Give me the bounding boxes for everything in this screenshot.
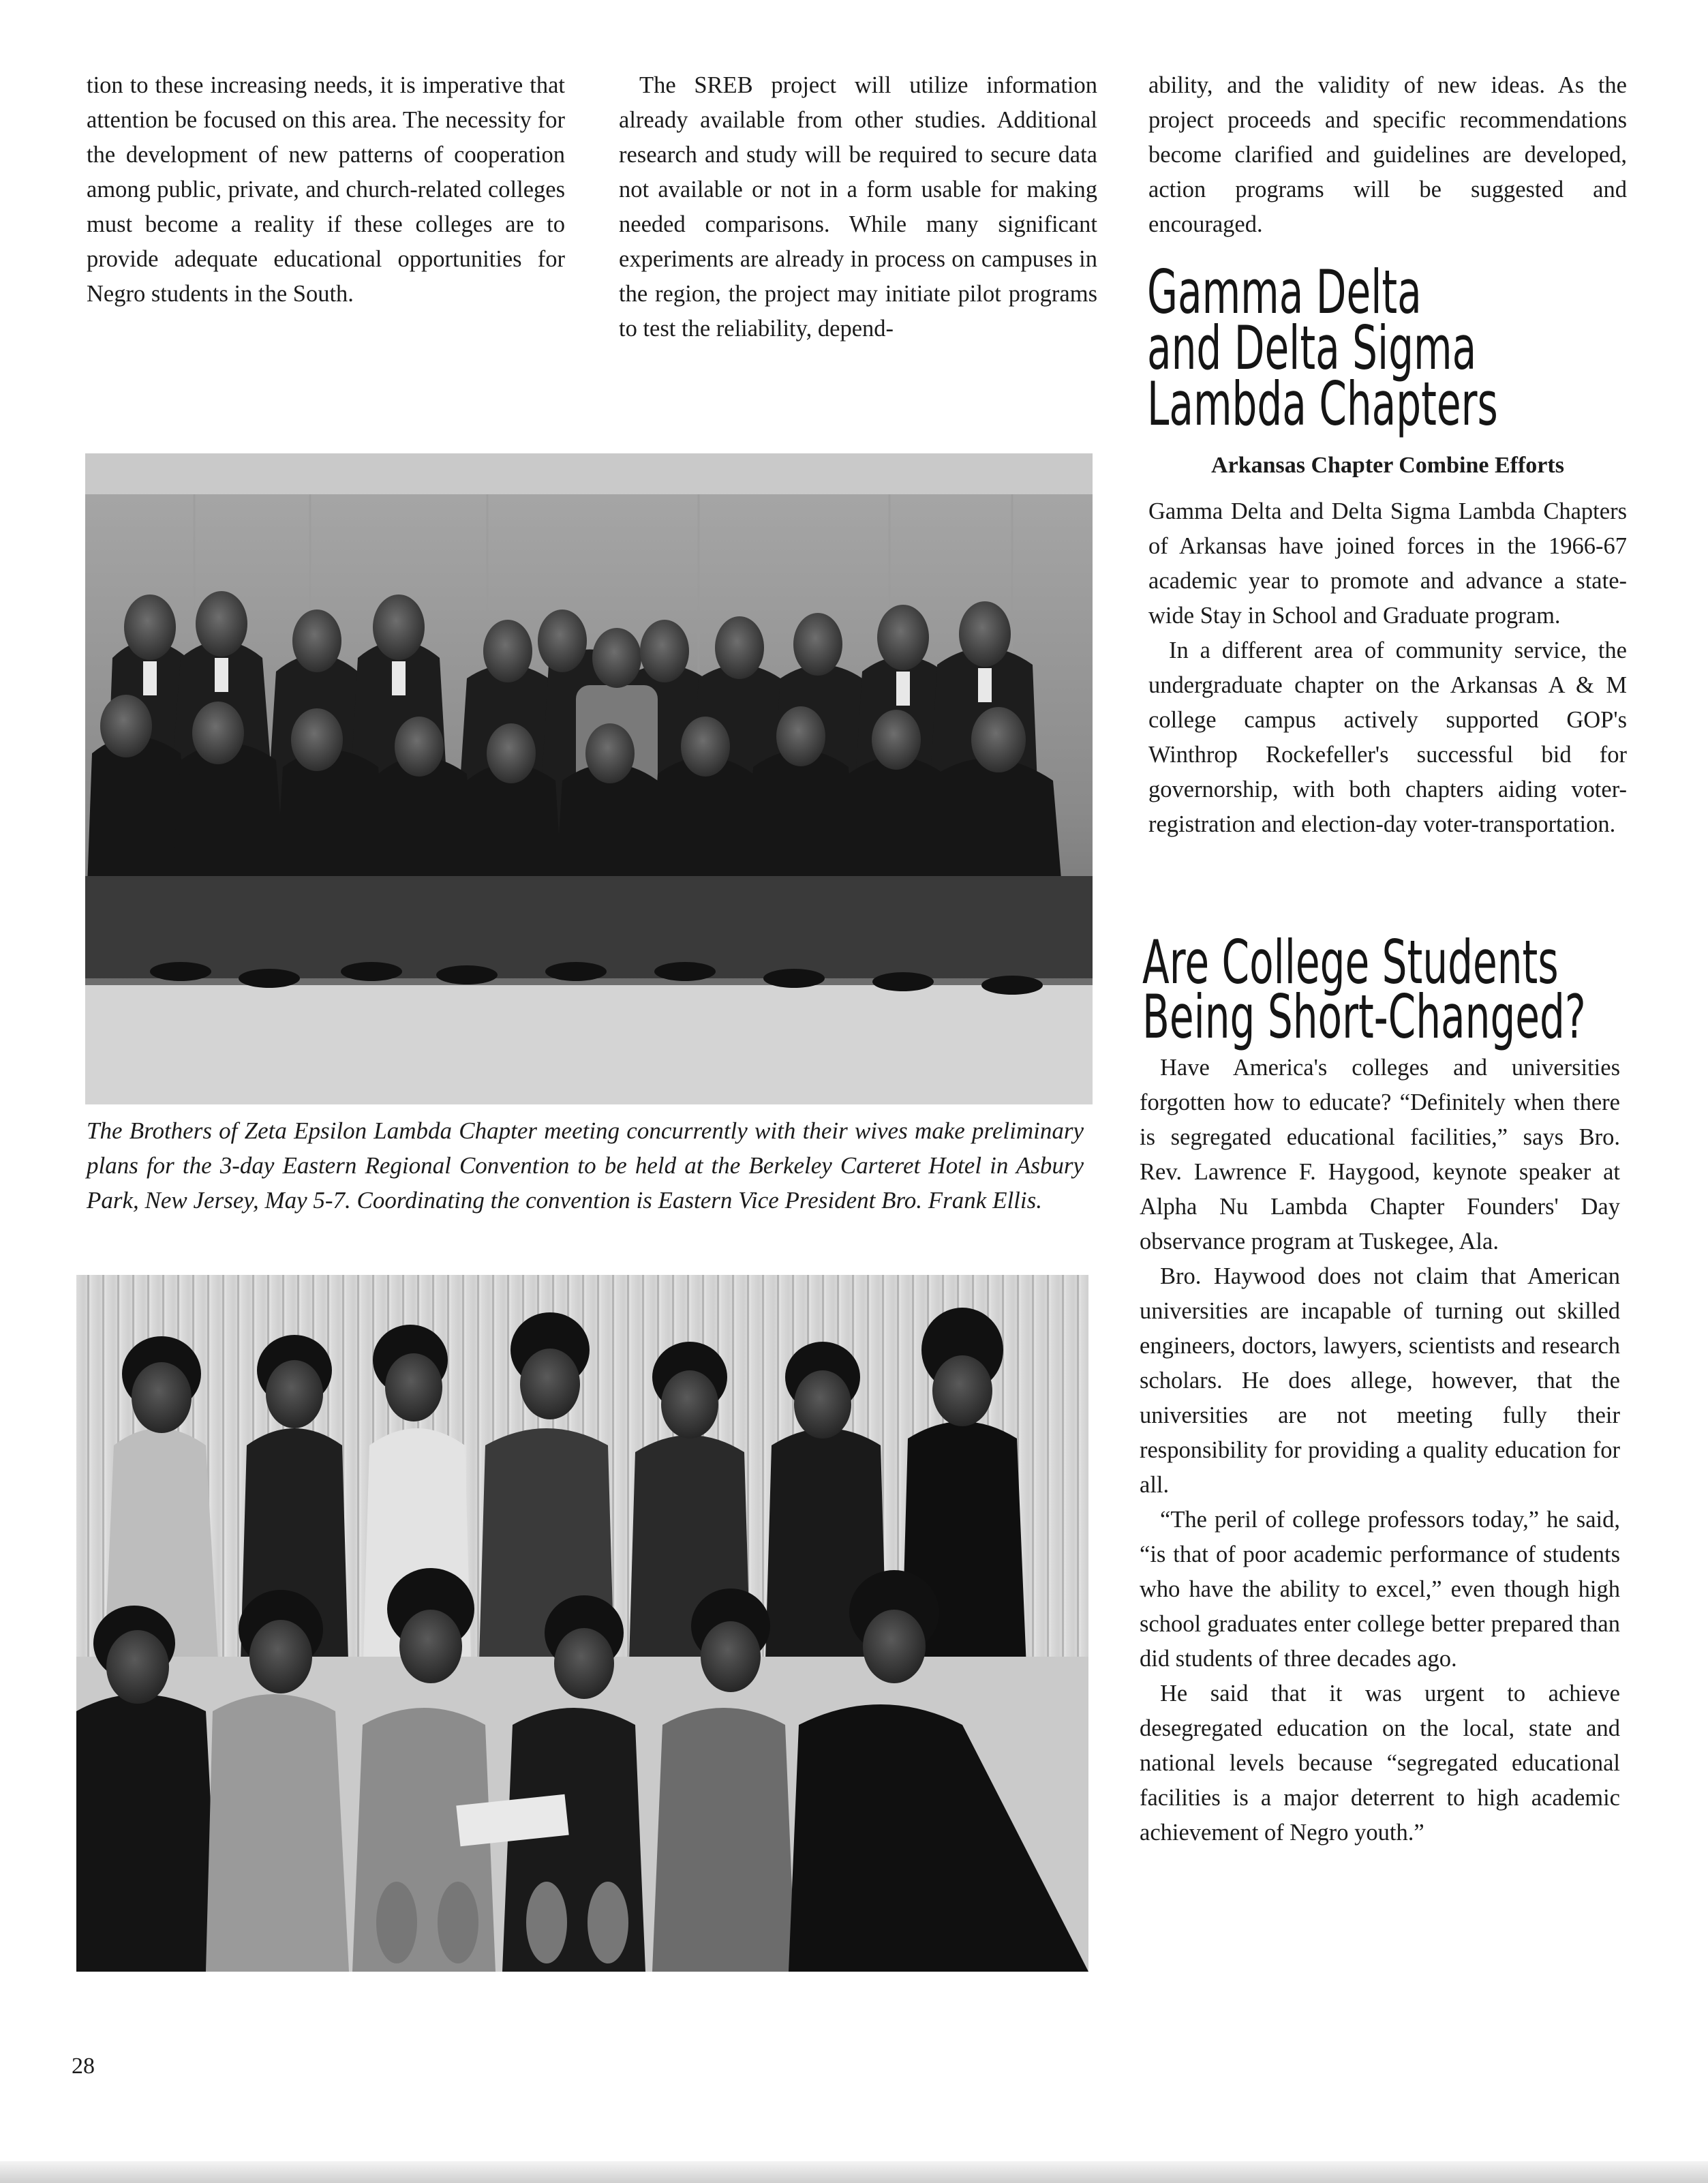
column-1-paragraph: tion to these increasing needs, it is imperative that attention be focused on this area. The necessity for the development of new patterns of cooperation among public, private, and church-related colleges must become a reality if these colleges are to provide adequate educational opportunities for Negro students in the South. (87, 72, 565, 307)
column-3-paragraph: ability, and the validity of new ideas. As the project proceeds and specific recommendations become clarified and guidelines are developed, action programs will be suggested and encouraged. (1148, 72, 1627, 237)
heading-line: Lambda Chapters (1147, 369, 1498, 439)
column-1-text (87, 68, 565, 312)
article-paragraph: Gamma Delta and Delta Sigma Lambda Chapters of Arkansas have joined forces in the 1966-67 academic year to promote and advance a state-wide Stay in School and Graduate program. (1148, 498, 1627, 629)
article-gamma-delta-subheading: Arkansas Chapter Combine Efforts (1211, 453, 1564, 478)
article-gamma-delta-heading (1147, 257, 1498, 439)
heading-line: and Delta Sigma (1147, 313, 1477, 383)
article-college-students-body (1140, 1051, 1620, 1850)
article-paragraph: “The peril of college professors today,” he said, “is that of poor academic performance of students who have the ability to excel,” even though high school graduates enter college better prepared than did students of three decades ago. (1140, 1507, 1620, 1672)
heading-line: Are College Students (1142, 927, 1559, 997)
heading-line: Gamma Delta (1147, 257, 1422, 327)
article-paragraph: Bro. Haywood does not claim that American universities are incapable of turning out skilled engineers, doctors, lawyers, scientists and research scholars. He does allege, however, that the universities are not meeting fully their responsibility for providing a quality education for all. (1140, 1263, 1620, 1498)
page-number: 28 (72, 2053, 95, 2079)
photo-wives-group (76, 1275, 1088, 1972)
photo-zeta-epsilon-lambda-brothers (85, 453, 1093, 1104)
column-3-text (1148, 68, 1627, 242)
article-gamma-delta-body (1148, 494, 1627, 842)
column-2-text (619, 68, 1097, 346)
article-paragraph: In a different area of community service, the undergraduate chapter on the Arkansas A & M college campus actively supported GOP's Winthrop Rockefeller's successful bid for governorship, with both chapters aiding voter-registration and election-day voter-transportation. (1148, 637, 1627, 837)
article-college-students-heading (1142, 927, 1586, 1052)
article-paragraph: Have America's colleges and universities forgotten how to educate? “Definitely when there is segregated educational facilities,” says Bro. Rev. Lawrence F. Haygood, keynote speaker at Alpha Nu Lambda Chapter Founders' Day observance program at Tuskegee, Ala. (1140, 1055, 1620, 1254)
column-2-paragraph: The SREB project will utilize information already available from other studies. Additional research and study will be required to secure data not available or not in a form usable for making needed comparisons. While many significant experiments are already in process on campuses in the region, the project may initiate pilot programs to test the reliability, depend- (619, 72, 1097, 342)
article-paragraph: He said that it was urgent to achieve desegregated education on the local, state and national levels because “segregated educational facilities is a major deterrent to high academic achievement of Negro youth.” (1140, 1681, 1620, 1846)
caption-text: The Brothers of Zeta Epsilon Lambda Chapter meeting concurrently with their wives make preliminary plans for the 3-day Eastern Regional Convention to be held at the Berkeley Carteret Hotel in Asbury Park, New Jersey, May 5-7. Coordinating the convention is Eastern Vice President Bro. Frank Ellis. (87, 1117, 1084, 1214)
scan-bottom-edge (0, 2161, 1708, 2183)
photo-1-caption (87, 1113, 1084, 1218)
heading-line: Being Short-Changed? (1142, 982, 1586, 1052)
